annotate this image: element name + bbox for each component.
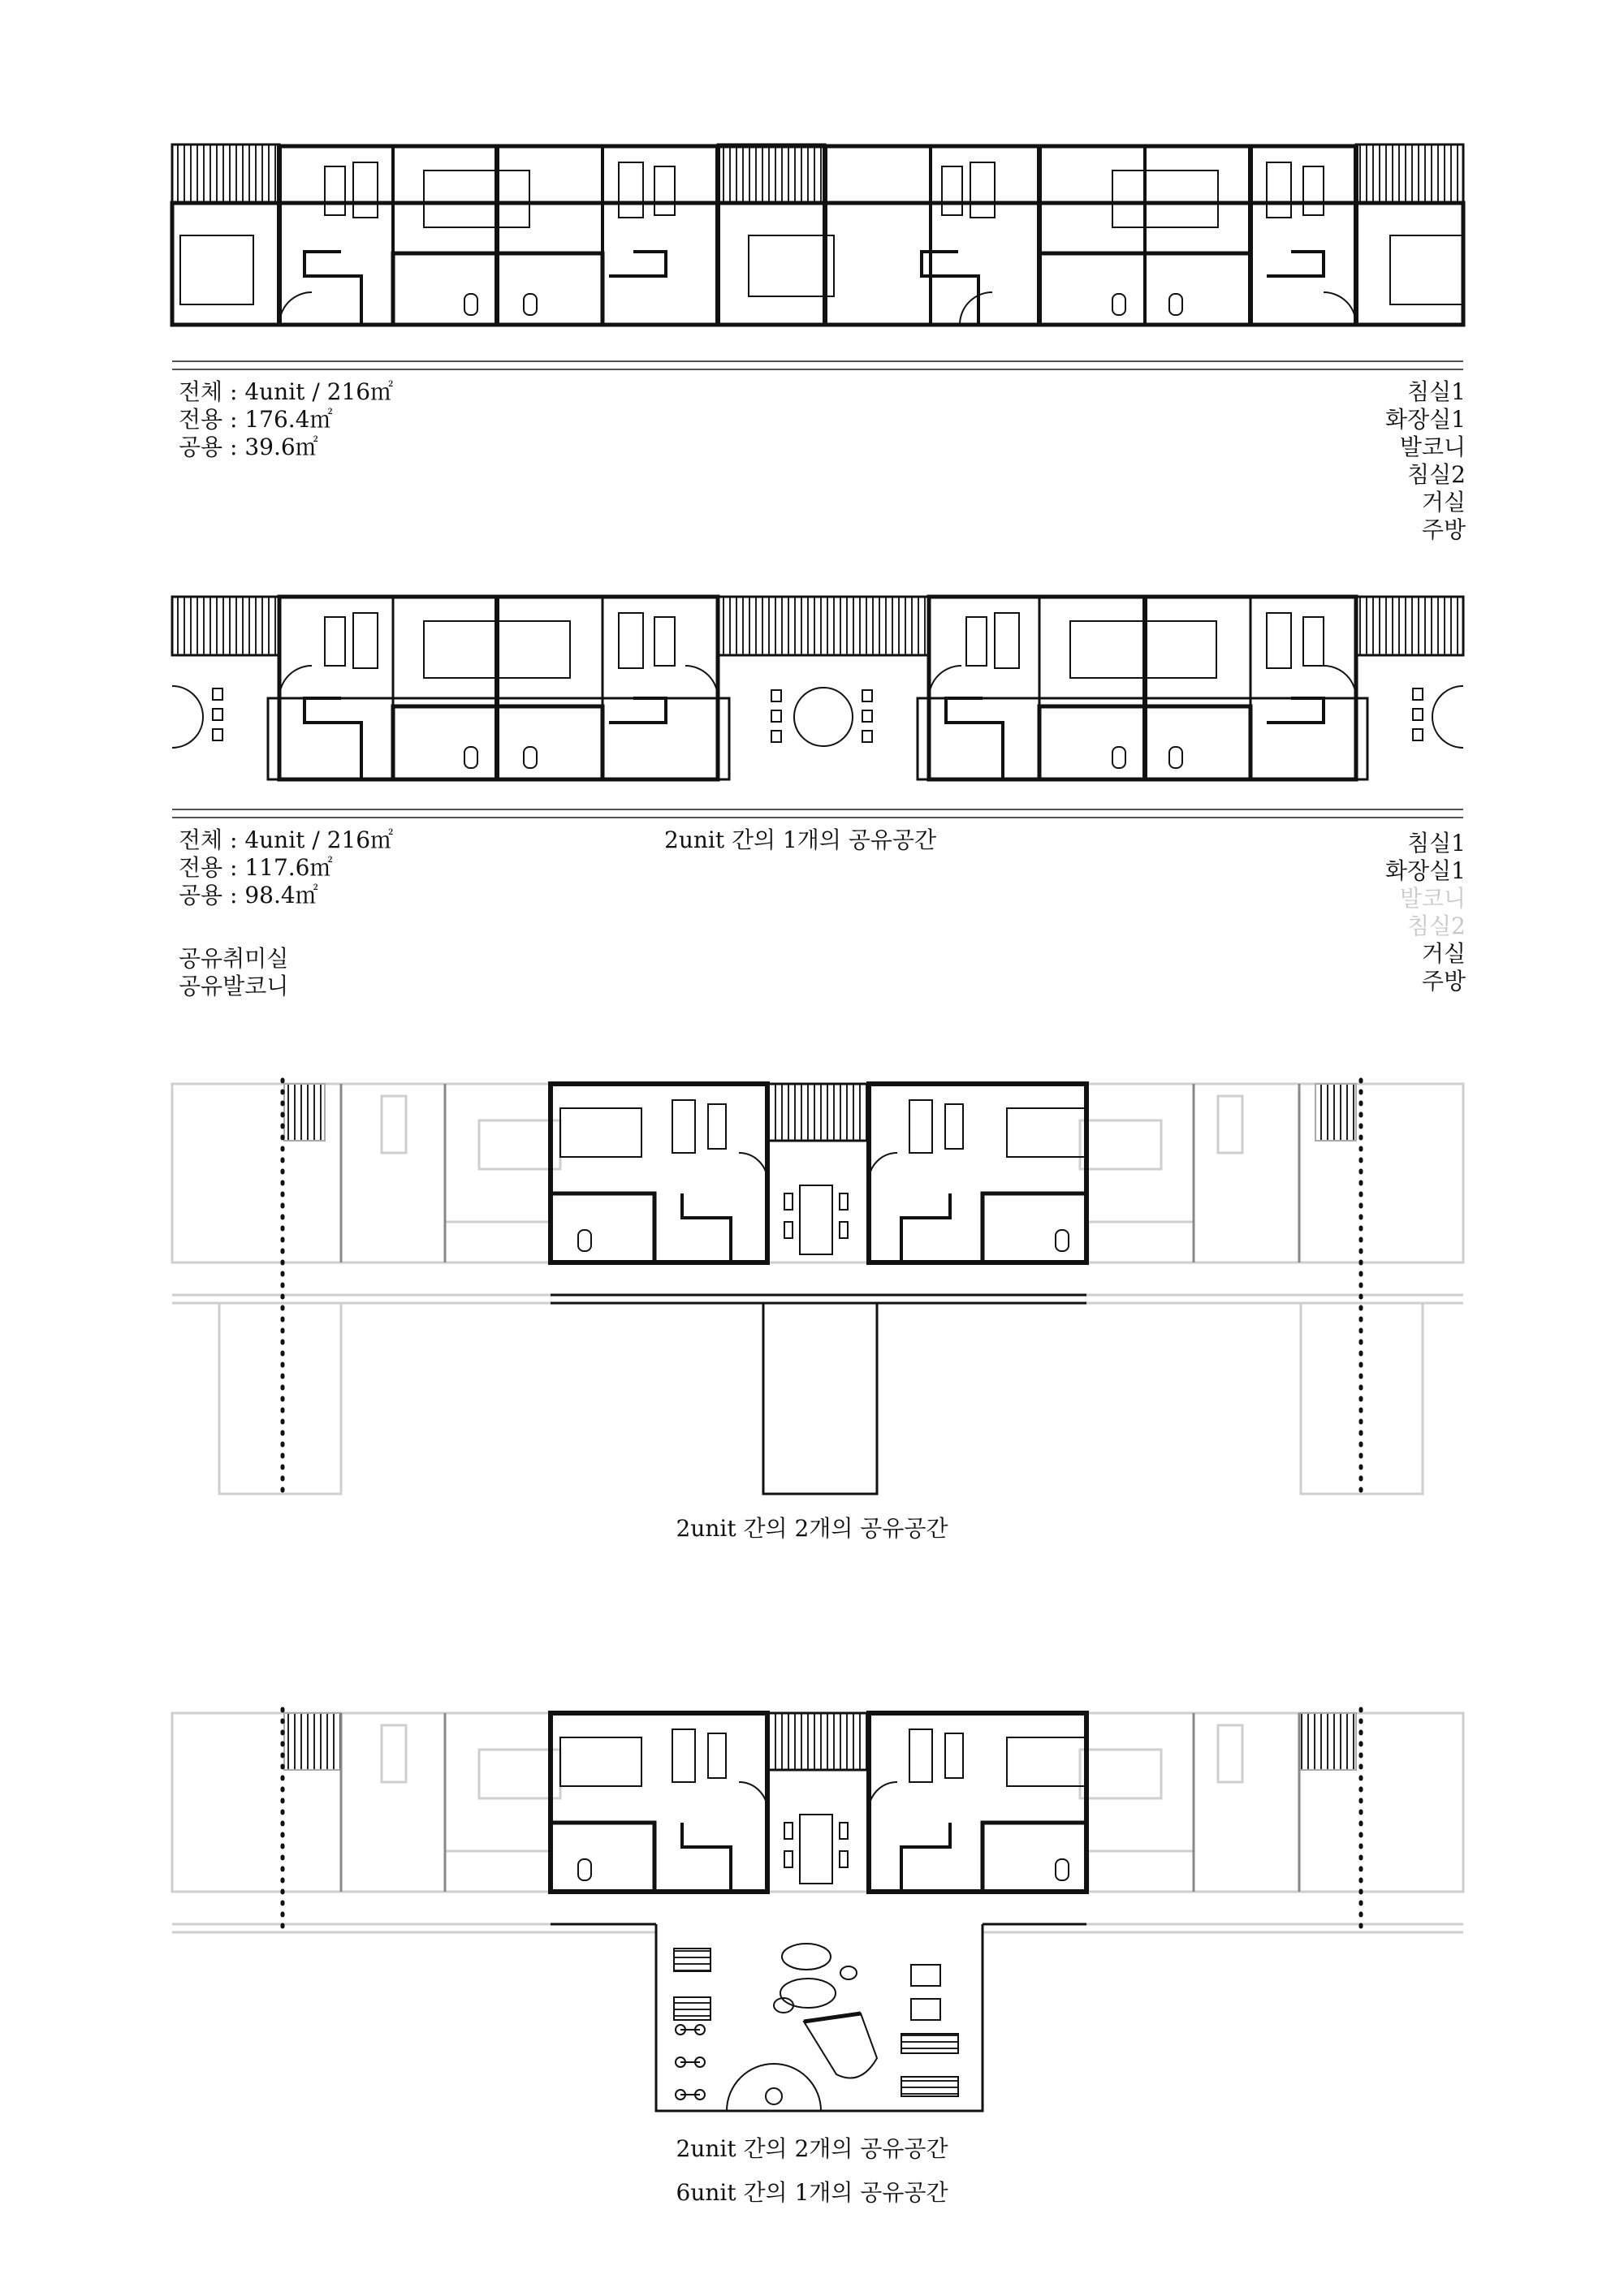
room-bedroom1: 침실1 xyxy=(1407,378,1466,405)
stat-total: 전체 : 4unit / 216㎡ xyxy=(179,826,394,853)
room-living: 거실 xyxy=(1421,940,1466,967)
room-kitchen: 주방 xyxy=(1421,968,1466,995)
panel4-caption-2: 6unit 간의 1개의 공유공간 xyxy=(676,2179,948,2206)
balcony xyxy=(767,1084,869,1141)
panel1-stats xyxy=(179,378,393,461)
panel1-room-list xyxy=(1385,378,1466,544)
balcony xyxy=(1356,597,1463,655)
stat-shared: 공용 : 98.4㎡ xyxy=(179,882,318,908)
stat-total: 전체 : 4unit / 216㎡ xyxy=(179,378,394,405)
balcony xyxy=(172,145,279,203)
panel2-stats xyxy=(179,826,393,909)
shared-balcony: 공유발코니 xyxy=(179,973,289,999)
room-kitchen: 주방 xyxy=(1421,516,1466,543)
plan-row-2 xyxy=(172,597,1463,818)
panel2-caption: 2unit 간의 1개의 공유공간 xyxy=(664,826,936,853)
room-balcony: 발코니 xyxy=(1399,434,1466,460)
balcony xyxy=(1299,1713,1356,1770)
balcony xyxy=(284,1084,325,1141)
shared-hobby-room: 공유취미실 xyxy=(179,945,289,972)
balcony xyxy=(718,597,929,655)
balcony xyxy=(718,145,825,203)
room-bathroom1: 화장실1 xyxy=(1385,857,1466,884)
room-bedroom2: 침실2 xyxy=(1407,461,1466,488)
room-balcony-faded: 발코니 xyxy=(1399,885,1466,912)
room-living: 거실 xyxy=(1421,489,1466,516)
plan-row-3 xyxy=(172,1080,1463,1494)
panel2-room-list xyxy=(1385,830,1466,995)
room-bedroom1: 침실1 xyxy=(1407,830,1466,857)
panel3-caption: 2unit 간의 2개의 공유공간 xyxy=(676,1515,948,1542)
balcony xyxy=(172,597,279,655)
stat-shared: 공용 : 39.6㎡ xyxy=(179,434,318,460)
balcony xyxy=(1356,145,1463,203)
plan-row-4 xyxy=(172,1709,1463,2111)
panel4-caption-1: 2unit 간의 2개의 공유공간 xyxy=(676,2135,948,2162)
panel2-shared-spaces xyxy=(179,945,288,1000)
plan-row-1 xyxy=(172,145,1463,369)
stat-private: 전용 : 176.4㎡ xyxy=(179,406,333,433)
room-bedroom2-faded: 침실2 xyxy=(1407,913,1466,939)
balcony xyxy=(1315,1084,1356,1141)
balcony xyxy=(767,1713,869,1770)
balcony xyxy=(284,1713,341,1770)
stat-private: 전용 : 117.6㎡ xyxy=(179,854,333,881)
room-bathroom1: 화장실1 xyxy=(1385,406,1466,433)
